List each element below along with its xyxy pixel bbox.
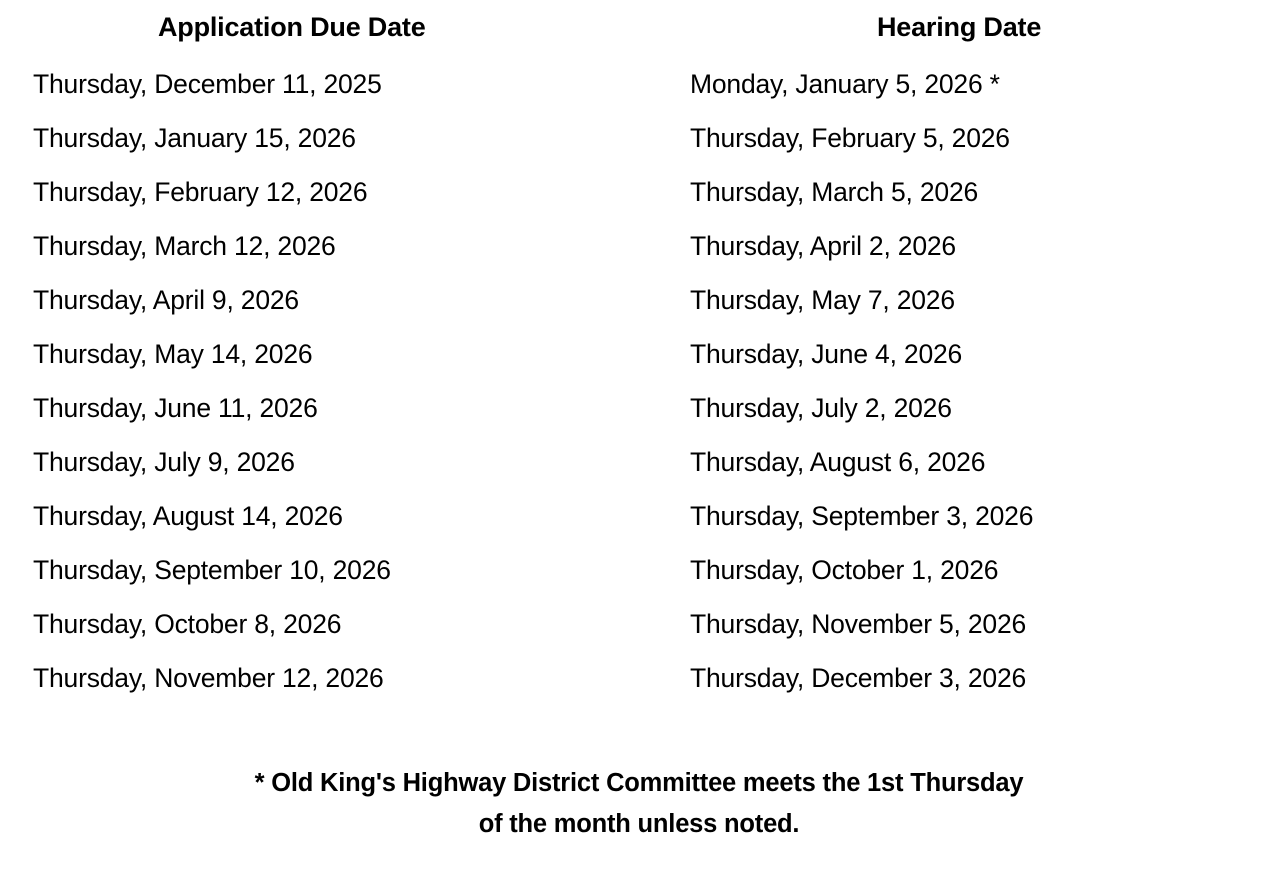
table-row bbox=[0, 111, 1278, 165]
table-row bbox=[0, 165, 1278, 219]
hearing-date-cell: Thursday, April 2, 2026 bbox=[690, 230, 956, 261]
table-header-row bbox=[0, 0, 1278, 57]
hearing-date-cell: Thursday, December 3, 2026 bbox=[690, 662, 1027, 693]
table-row bbox=[0, 597, 1278, 651]
table-row bbox=[0, 219, 1278, 273]
footnote bbox=[0, 763, 1278, 846]
hearing-date-cell: Thursday, August 6, 2026 bbox=[690, 446, 986, 477]
application-due-date-cell: Thursday, December 11, 2025 bbox=[33, 68, 382, 99]
application-due-date-cell: Thursday, May 14, 2026 bbox=[33, 338, 313, 369]
table-header bbox=[0, 0, 1278, 57]
table-row bbox=[0, 543, 1278, 597]
table-row bbox=[0, 273, 1278, 327]
application-due-date-cell: Thursday, March 12, 2026 bbox=[33, 230, 336, 261]
table-row bbox=[0, 435, 1278, 489]
hearing-date-cell: Thursday, February 5, 2026 bbox=[690, 122, 1010, 153]
application-due-date-cell: Thursday, September 10, 2026 bbox=[33, 554, 391, 585]
table-row bbox=[0, 381, 1278, 435]
table-body bbox=[0, 57, 1278, 705]
hearing-date-cell: Thursday, June 4, 2026 bbox=[690, 338, 963, 369]
hearing-date-cell: Thursday, May 7, 2026 bbox=[690, 284, 955, 315]
column-header-application-due-date: Application Due Date bbox=[158, 12, 426, 42]
application-due-date-cell: Thursday, June 11, 2026 bbox=[33, 392, 318, 423]
table-row bbox=[0, 651, 1278, 705]
hearing-date-cell: Thursday, November 5, 2026 bbox=[690, 608, 1027, 639]
table-row bbox=[0, 57, 1278, 111]
application-due-date-cell: Thursday, February 12, 2026 bbox=[33, 176, 368, 207]
hearing-date-cell: Thursday, March 5, 2026 bbox=[690, 176, 979, 207]
table-row bbox=[0, 489, 1278, 543]
hearing-date-cell: Thursday, October 1, 2026 bbox=[690, 554, 999, 585]
footnote-line-2: of the month unless noted. bbox=[478, 810, 800, 839]
application-due-date-cell: Thursday, August 14, 2026 bbox=[33, 500, 343, 531]
application-due-date-cell: Thursday, January 15, 2026 bbox=[33, 122, 356, 153]
table-row bbox=[0, 327, 1278, 381]
hearing-date-cell: Monday, January 5, 2026 * bbox=[690, 68, 1000, 99]
footnote-line-1: * Old King's Highway District Committee meets the 1st Thursday bbox=[254, 769, 1024, 797]
application-due-date-cell: Thursday, November 12, 2026 bbox=[33, 662, 384, 693]
application-due-date-cell: Thursday, October 8, 2026 bbox=[33, 608, 342, 639]
hearing-date-cell: Thursday, September 3, 2026 bbox=[690, 500, 1034, 531]
hearing-date-cell: Thursday, July 2, 2026 bbox=[690, 392, 952, 423]
application-due-date-cell: Thursday, April 9, 2026 bbox=[33, 284, 299, 315]
column-header-hearing-date: Hearing Date bbox=[877, 12, 1042, 42]
application-due-date-cell: Thursday, July 9, 2026 bbox=[33, 446, 295, 477]
